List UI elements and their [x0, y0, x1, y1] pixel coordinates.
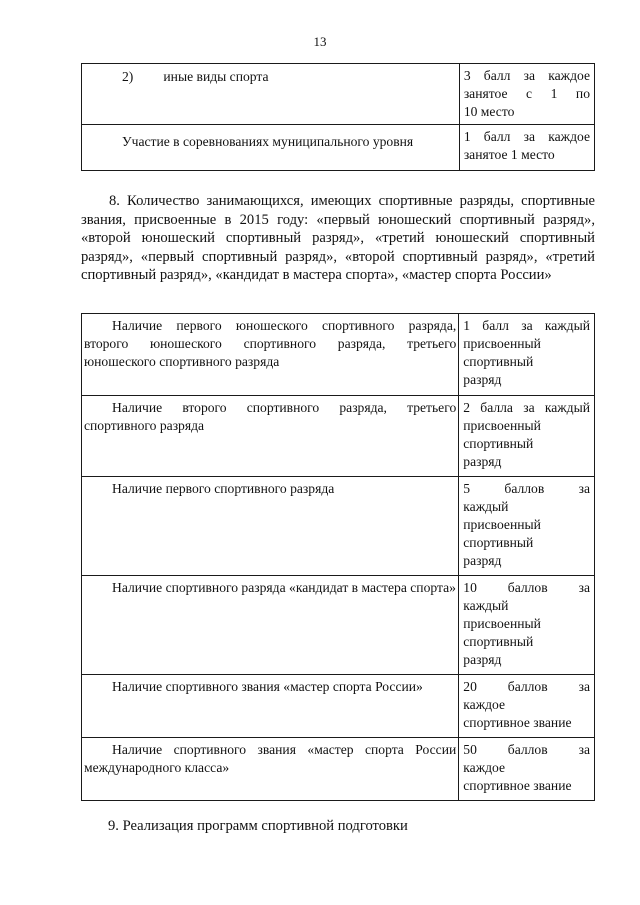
table-row	[82, 738, 595, 801]
criteria-label: иные виды спорта	[163, 69, 269, 84]
points-line: 10 место	[463, 104, 515, 119]
points-cell	[459, 314, 595, 396]
criteria-label: Участие в соревнованиях муниципального уровня	[122, 134, 414, 149]
table-row	[82, 477, 595, 576]
points-cell	[459, 396, 595, 477]
points-cell	[459, 738, 595, 801]
criteria-cell	[82, 64, 460, 125]
points-line: 3 балл за каждое	[463, 68, 590, 83]
points-line: разряд	[463, 553, 502, 568]
page-number: 13	[313, 34, 327, 49]
points-line: присвоенный	[463, 616, 541, 631]
table-row	[82, 576, 595, 675]
list-number: 2)	[122, 69, 134, 84]
points-line: 50 баллов за	[463, 742, 590, 757]
points-line: каждый	[463, 499, 509, 514]
criteria-cell	[82, 125, 460, 171]
table-row	[82, 314, 595, 396]
points-line: 2 балла за каждый	[463, 400, 590, 415]
points-line: присвоенный	[463, 418, 541, 433]
table-row	[82, 675, 595, 738]
points-line: разряд	[463, 372, 502, 387]
points-line: занятое 1 место	[463, 147, 555, 162]
points-line: спортивное звание	[463, 715, 572, 730]
points-table-competitions	[81, 63, 595, 171]
points-cell	[459, 125, 594, 171]
table-row	[82, 396, 595, 477]
points-line: присвоенный	[463, 336, 541, 351]
points-cell	[459, 675, 595, 738]
points-line: каждое	[463, 697, 506, 712]
points-line: спортивный	[463, 634, 534, 649]
points-line: спортивный	[463, 354, 534, 369]
criteria-cell	[82, 576, 459, 675]
points-cell	[459, 477, 595, 576]
table-row	[82, 125, 595, 171]
points-line: каждое	[463, 760, 506, 775]
points-line: спортивное звание	[463, 778, 572, 793]
criteria-label: Наличие спортивного звания «мастер спорта России»	[112, 679, 423, 694]
criteria-label: Наличие спортивного звания «мастер спорта России международного класса»	[84, 742, 457, 775]
points-cell	[459, 576, 595, 675]
criteria-cell	[82, 477, 459, 576]
section-9-heading: 9. Реализация программ спортивной подготовки	[108, 818, 408, 834]
criteria-cell	[82, 396, 459, 477]
criteria-label: Наличие первого спортивного разряда	[112, 481, 335, 496]
points-line: каждый	[463, 598, 509, 613]
criteria-label: Наличие первого юношеского спортивного разряда, второго юношеского спортивного разряда, третьего юношеского спортивного разряда	[84, 318, 457, 369]
section-8-paragraph: 8. Количество занимающихся, имеющих спортивные разряды, спортивные звания, присвоенные в 2015 году: «первый юношеский спортивный разряд», «второй юношеский спортивный разряд», «третий юношеский спортивный разряд», «первый спортивный разряд», «второй спортивный разряд», «третий спортивный разряд», «кандидат в мастера спорта», «мастер спорта России»	[81, 193, 595, 283]
points-line: присвоенный	[463, 517, 541, 532]
points-line: 20 баллов за	[463, 679, 590, 694]
criteria-cell	[82, 675, 459, 738]
points-table-ranks	[81, 313, 595, 801]
table-row	[82, 64, 595, 125]
points-line: разряд	[463, 454, 502, 469]
points-line: спортивный	[463, 436, 534, 451]
criteria-cell	[82, 738, 459, 801]
criteria-label: Наличие спортивного разряда «кандидат в мастера спорта»	[112, 580, 456, 595]
points-line: разряд	[463, 652, 502, 667]
points-line: 10 баллов за	[463, 580, 590, 595]
points-line: 1 балл за каждое	[463, 129, 590, 144]
points-line: спортивный	[463, 535, 534, 550]
points-line: 5 баллов за	[463, 481, 590, 496]
criteria-label: Наличие второго спортивного разряда, третьего спортивного разряда	[84, 400, 457, 433]
points-line: 1 балл за каждый	[463, 318, 590, 333]
criteria-cell	[82, 314, 459, 396]
points-cell	[459, 64, 594, 125]
points-line: занятое с 1 по	[463, 86, 590, 101]
